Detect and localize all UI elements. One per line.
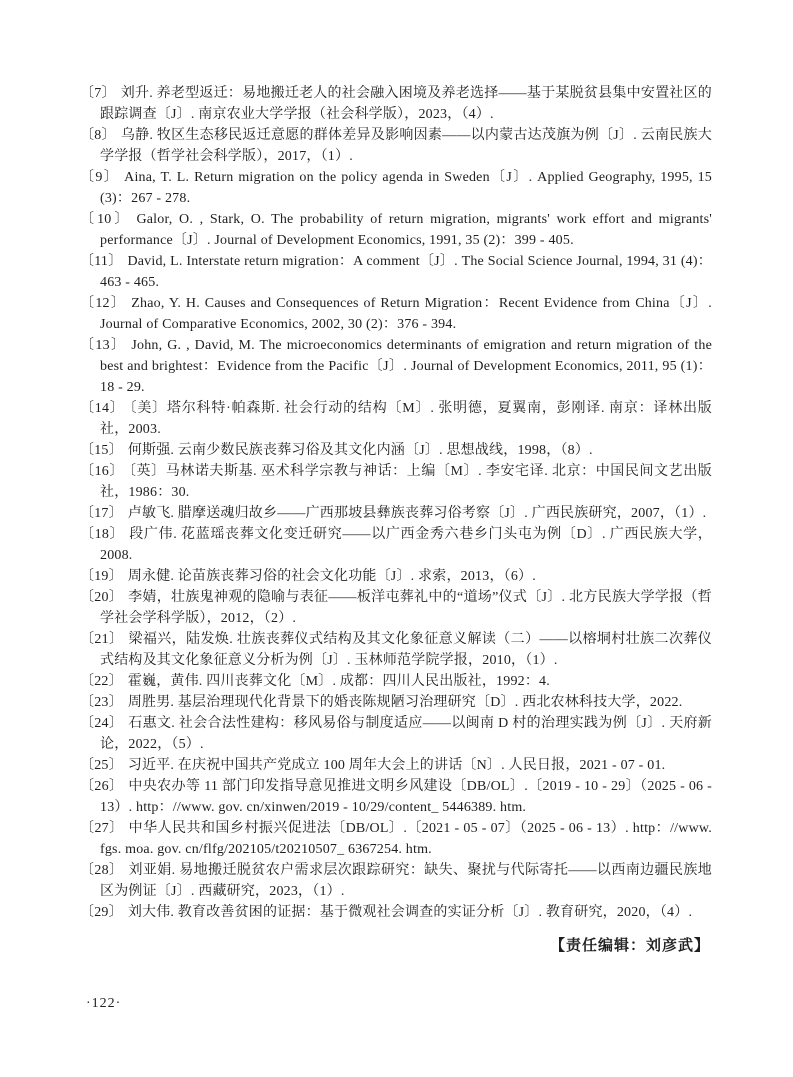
reference-number: 〔8〕 bbox=[80, 128, 116, 143]
reference-text: 李婧，壮族鬼神观的隐喻与表征——板洋屯葬礼中的“道场”仪式〔J〕. 北方民族大学学报（哲学社会学科学版），2012，（2）. bbox=[100, 590, 712, 626]
reference-text: 中央农办等 11 部门印发指导意见推进文明乡风建设〔DB/OL〕.〔2019 - 10 - 29〕（2025 - 06 - 13）. http：//www. gov. cn/xinwen/2019 - 10/29/content_ 5446389. htm. bbox=[100, 779, 712, 815]
reference-text: 刘亚娟. 易地搬迁脱贫农户需求层次跟踪研究：缺失、聚扰与代际寄托——以西南边疆民族地区为例证〔J〕. 西藏研究，2023，（1）. bbox=[100, 863, 712, 899]
reference-number: 〔26〕 bbox=[80, 779, 124, 794]
reference-text: 刘升. 养老型返迁：易地搬迁老人的社会融入困境及养老选择——基于某脱贫县集中安置社区的跟踪调查〔J〕. 南京农业大学学报（社会科学版），2023，（4）. bbox=[100, 86, 712, 122]
reference-item bbox=[80, 713, 712, 755]
reference-item bbox=[80, 755, 712, 776]
reference-number: 〔10〕 bbox=[80, 212, 132, 227]
reference-number: 〔11〕 bbox=[80, 254, 123, 269]
reference-text: 刘大伟. 教育改善贫困的证据：基于微观社会调查的实证分析〔J〕. 教育研究，2020，（4）. bbox=[127, 905, 693, 920]
reference-number: 〔14〕 bbox=[80, 401, 125, 416]
reference-text: Zhao, Y. H. Causes and Consequences of Return Migration：Recent Evidence from China〔J〕. Journal of Comparative Economics, 2002, 30 (2)：376 - 394. bbox=[100, 296, 712, 332]
reference-number: 〔25〕 bbox=[80, 758, 123, 773]
reference-number: 〔20〕 bbox=[80, 590, 124, 605]
reference-number: 〔27〕 bbox=[80, 821, 124, 836]
reference-item bbox=[80, 398, 712, 440]
reference-number: 〔28〕 bbox=[80, 863, 124, 878]
reference-item bbox=[80, 587, 712, 629]
reference-number: 〔17〕 bbox=[80, 506, 123, 521]
page-number: ·122· bbox=[86, 996, 122, 1011]
reference-text: 段广伟. 花蓝瑶丧葬文化变迁研究——以广西金秀六巷乡门头屯为例〔D〕. 广西民族大学，2008. bbox=[100, 527, 712, 563]
reference-text: 中华人民共和国乡村振兴促进法〔DB/OL〕.〔2021 - 05 - 07〕（2025 - 06 - 13）. http：//www. fgs. moa. gov. cn/flfg/202105/t20210507_ 6367254. htm. bbox=[100, 821, 712, 857]
reference-number: 〔9〕 bbox=[80, 170, 120, 185]
reference-text: 石惠文. 社会合法性建构：移风易俗与制度适应——以闽南 D 村的治理实践为例〔J〕. 天府新论，2022，（5）. bbox=[100, 716, 712, 752]
reference-item bbox=[80, 776, 712, 818]
reference-text: 周胜男. 基层治理现代化背景下的婚丧陈规陋习治理研究〔D〕. 西北农林科技大学，2022. bbox=[127, 695, 683, 710]
reference-number: 〔21〕 bbox=[80, 632, 124, 647]
reference-text: 梁福兴，陆发焕. 壮族丧葬仪式结构及其文化象征意义解读（二）——以榕垌村壮族二次葬仪式结构及其文化象征意义分析为例〔J〕. 玉林师范学院学报，2010，（1）. bbox=[100, 632, 712, 668]
reference-text: 何斯强. 云南少数民族丧葬习俗及其文化内涵〔J〕. 思想战线，1998，（8）. bbox=[127, 443, 593, 458]
reference-item bbox=[80, 566, 712, 587]
reference-item bbox=[80, 524, 712, 566]
reference-item bbox=[80, 503, 712, 524]
reference-number: 〔29〕 bbox=[80, 905, 123, 920]
reference-item bbox=[80, 167, 712, 209]
reference-number: 〔15〕 bbox=[80, 443, 123, 458]
reference-item bbox=[80, 251, 712, 293]
reference-text: 习近平. 在庆祝中国共产党成立 100 周年大会上的讲话〔N〕. 人民日报，2021 - 07 - 01. bbox=[127, 758, 666, 773]
reference-number: 〔24〕 bbox=[80, 716, 124, 731]
reference-number: 〔7〕 bbox=[80, 86, 116, 101]
reference-item bbox=[80, 860, 712, 902]
reference-item bbox=[80, 335, 712, 398]
reference-number: 〔23〕 bbox=[80, 695, 123, 710]
reference-item bbox=[80, 293, 712, 335]
reference-number: 〔19〕 bbox=[80, 569, 123, 584]
reference-number: 〔22〕 bbox=[80, 674, 123, 689]
reference-list bbox=[80, 83, 712, 923]
reference-text: Galor, O. , Stark, O. The probability of return migration, migrants' work effort and migrants' performance〔J〕. Journal of Development Economics, 1991, 35 (2)：399 - 405. bbox=[100, 212, 712, 248]
reference-item bbox=[80, 440, 712, 461]
reference-item bbox=[80, 461, 712, 503]
reference-text: 乌静. 牧区生态移民返迁意愿的群体差异及影响因素——以内蒙古达茂旗为例〔J〕. 云南民族大学学报（哲学社会科学版），2017，（1）. bbox=[100, 128, 712, 164]
reference-item bbox=[80, 818, 712, 860]
reference-number: 〔16〕 bbox=[80, 464, 124, 479]
reference-text: David, L. Interstate return migration：A comment〔J〕. The Social Science Journal, 1994, 31 (4)：463 - 465. bbox=[100, 254, 712, 290]
reference-number: 〔13〕 bbox=[80, 338, 127, 353]
reference-item bbox=[80, 209, 712, 251]
reference-text: Aina, T. L. Return migration on the policy agenda in Sweden〔J〕. Applied Geography, 1995, 15 (3)：267 - 278. bbox=[100, 170, 712, 206]
reference-item bbox=[80, 692, 712, 713]
reference-number: 〔18〕 bbox=[80, 527, 125, 542]
reference-text: 霍巍，黄伟. 四川丧葬文化〔M〕. 成都：四川人民出版社，1992：4. bbox=[127, 674, 550, 689]
editor-credit: 【责任编辑：刘彦武】 bbox=[549, 937, 710, 954]
reference-text: 周永健. 论苗族丧葬习俗的社会文化功能〔J〕. 求索，2013，（6）. bbox=[127, 569, 536, 584]
reference-number: 〔12〕 bbox=[80, 296, 127, 311]
reference-text: 〔美〕塔尔科特·帕森斯. 社会行动的结构〔M〕. 张明德，夏翼南，彭刚译. 南京：译林出版社，2003. bbox=[100, 401, 712, 437]
reference-text: 卢敏飞. 腊摩送魂归故乡——广西那坡县彝族丧葬习俗考察〔J〕. 广西民族研究，2007，（1）. bbox=[127, 506, 707, 521]
reference-item bbox=[80, 629, 712, 671]
reference-item bbox=[80, 125, 712, 167]
reference-text: John, G. , David, M. The microeconomics determinants of emigration and return migration of the best and brightest：Evidence from the Pacific〔J〕. Journal of Development Economics, 2011, 95 (1)：18 - 29. bbox=[100, 338, 712, 395]
reference-item bbox=[80, 671, 712, 692]
reference-item bbox=[80, 902, 712, 923]
reference-text: 〔英〕马林诺夫斯基. 巫术科学宗教与神话：上编〔M〕. 李安宅译. 北京：中国民间文艺出版社，1986：30. bbox=[100, 464, 712, 500]
reference-item bbox=[80, 83, 712, 125]
